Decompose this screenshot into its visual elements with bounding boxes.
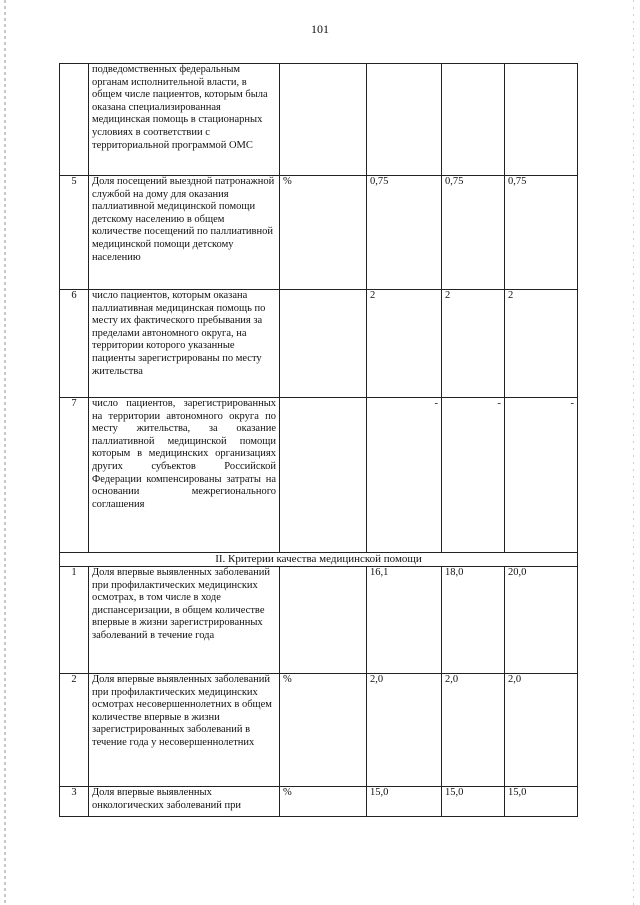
unit-cell <box>280 64 367 176</box>
row-number: 1 <box>60 567 89 674</box>
value-year-1: 16,1 <box>367 567 442 674</box>
value-year-3: 2,0 <box>505 674 578 787</box>
value-year-3: 0,75 <box>505 176 578 290</box>
row-number: 2 <box>60 674 89 787</box>
indicator-name: число пациентов, зарегистрированных на территории автономного округа по месту жительства, за оказание паллиативной медицинской помощи которым в медицинских организациях других субъектов Российской Федерации компенсированы затраты на основании межрегионального соглашения <box>89 398 280 553</box>
table-row <box>60 64 578 176</box>
value-year-2: 18,0 <box>442 567 505 674</box>
criteria-table <box>59 63 578 817</box>
scan-edge-left <box>4 0 6 905</box>
indicator-name: Доля посещений выездной патронажной службой на дому для оказания паллиативной медицинской помощи детскому населению в общем количестве посещений по паллиативной медицинской помощи детскому населению <box>89 176 280 290</box>
value-year-3 <box>505 64 578 176</box>
value-year-1: - <box>367 398 442 553</box>
indicator-name: Доля впервые выявленных заболеваний при профилактических медицинских осмотрах несовершеннолетних в общем количестве впервые в жизни зарегистрированных заболеваний в течение года у несовершеннолетних <box>89 674 280 787</box>
value-year-1: 2,0 <box>367 674 442 787</box>
value-year-2: 2,0 <box>442 674 505 787</box>
value-year-1 <box>367 64 442 176</box>
table-row <box>60 567 578 674</box>
unit-cell: % <box>280 674 367 787</box>
indicator-name: Доля впервые выявленных заболеваний при профилактических медицинских осмотрах, в том числе в ходе диспансеризации, в общем количестве впервые в жизни зарегистрированных заболеваний в течение года <box>89 567 280 674</box>
row-number: 5 <box>60 176 89 290</box>
row-number <box>60 64 89 176</box>
unit-cell <box>280 398 367 553</box>
unit-cell <box>280 567 367 674</box>
indicator-name: число пациентов, которым оказана паллиативная медицинская помощь по месту их фактического пребывания за пределами автономного округа, на территории которого указанные пациенты зарегистрированы по месту жительства <box>89 290 280 398</box>
section-header-row <box>60 553 578 567</box>
unit-cell: % <box>280 176 367 290</box>
value-year-2: 0,75 <box>442 176 505 290</box>
indicator-name: подведомственных федеральным органам исполнительной власти, в общем числе пациентов, которым была оказана специализированная медицинская помощь в стационарных условиях в соответствии с территориальной программой ОМС <box>89 64 280 176</box>
table-row <box>60 787 578 817</box>
value-year-1: 15,0 <box>367 787 442 817</box>
value-year-3: 15,0 <box>505 787 578 817</box>
table-row <box>60 176 578 290</box>
value-year-2: - <box>442 398 505 553</box>
value-year-3: - <box>505 398 578 553</box>
value-year-3: 20,0 <box>505 567 578 674</box>
value-year-3: 2 <box>505 290 578 398</box>
value-year-2: 15,0 <box>442 787 505 817</box>
table-row <box>60 290 578 398</box>
row-number: 7 <box>60 398 89 553</box>
page-number: 101 <box>311 22 329 36</box>
scan-edge-right <box>633 0 634 905</box>
unit-cell <box>280 290 367 398</box>
indicator-name: Доля впервые выявленных онкологических заболеваний при <box>89 787 280 817</box>
value-year-1: 0,75 <box>367 176 442 290</box>
table-row <box>60 398 578 553</box>
table-row <box>60 674 578 787</box>
value-year-2 <box>442 64 505 176</box>
section-title: II. Критерии качества медицинской помощи <box>60 553 578 567</box>
value-year-2: 2 <box>442 290 505 398</box>
row-number: 6 <box>60 290 89 398</box>
unit-cell: % <box>280 787 367 817</box>
value-year-1: 2 <box>367 290 442 398</box>
row-number: 3 <box>60 787 89 817</box>
